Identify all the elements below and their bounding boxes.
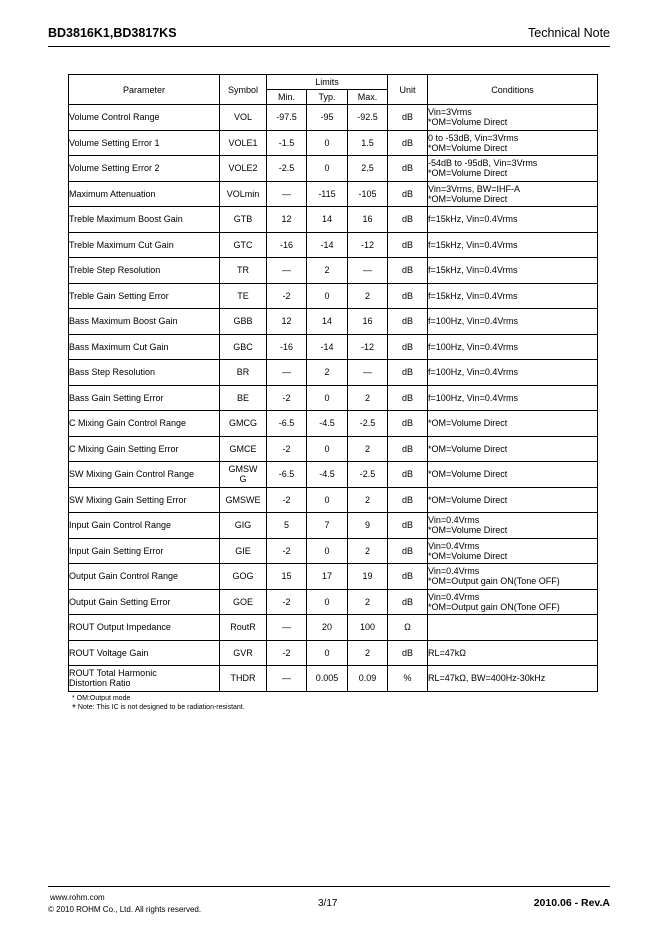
cell-symbol: VOLE1 bbox=[220, 130, 267, 156]
cell-max: -12 bbox=[348, 334, 388, 360]
cell-min: -6.5 bbox=[267, 411, 307, 437]
cell-typ: 20 bbox=[307, 615, 348, 641]
cell-typ: 17 bbox=[307, 564, 348, 590]
cell-parameter: ROUT Total Harmonic Distortion Ratio bbox=[69, 666, 220, 692]
electrical-characteristics-table bbox=[68, 74, 598, 692]
cell-min: -2 bbox=[267, 538, 307, 564]
table-row bbox=[69, 258, 598, 284]
table-row bbox=[69, 487, 598, 513]
cell-typ: 0 bbox=[307, 283, 348, 309]
cell-symbol: BE bbox=[220, 385, 267, 411]
cell-unit: dB bbox=[388, 436, 428, 462]
table-row bbox=[69, 411, 598, 437]
cell-parameter: Treble Step Resolution bbox=[69, 258, 220, 284]
cell-parameter: Output Gain Setting Error bbox=[69, 589, 220, 615]
cell-conditions: f=15kHz, Vin=0.4Vrms bbox=[428, 283, 598, 309]
cell-min: -2 bbox=[267, 589, 307, 615]
cell-conditions: f=100Hz, Vin=0.4Vrms bbox=[428, 309, 598, 335]
cell-symbol: GMCE bbox=[220, 436, 267, 462]
cell-min: -97.5 bbox=[267, 105, 307, 131]
table-row bbox=[69, 666, 598, 692]
table-row bbox=[69, 462, 598, 488]
cell-conditions: Vin=3Vrms, BW=IHF-A *OM=Volume Direct bbox=[428, 181, 598, 207]
cell-max: 2 bbox=[348, 436, 388, 462]
cell-typ: -95 bbox=[307, 105, 348, 131]
table-row bbox=[69, 360, 598, 386]
header-limits: Limits bbox=[267, 75, 388, 90]
table-row bbox=[69, 156, 598, 182]
cell-unit: dB bbox=[388, 258, 428, 284]
cell-symbol: GIE bbox=[220, 538, 267, 564]
cell-max: 9 bbox=[348, 513, 388, 539]
cell-typ: 0 bbox=[307, 640, 348, 666]
cell-min: 15 bbox=[267, 564, 307, 590]
cell-symbol: THDR bbox=[220, 666, 267, 692]
cell-max: -12 bbox=[348, 232, 388, 258]
cell-typ: 14 bbox=[307, 207, 348, 233]
cell-conditions: f=100Hz, Vin=0.4Vrms bbox=[428, 385, 598, 411]
cell-typ: 0 bbox=[307, 385, 348, 411]
footer-copyright: © 2010 ROHM Co., Ltd. All rights reserved. bbox=[48, 905, 202, 914]
footer-divider bbox=[48, 886, 610, 887]
cell-conditions: f=15kHz, Vin=0.4Vrms bbox=[428, 207, 598, 233]
cell-conditions: f=100Hz, Vin=0.4Vrms bbox=[428, 334, 598, 360]
cell-max: 2 bbox=[348, 385, 388, 411]
cell-typ: 0 bbox=[307, 538, 348, 564]
table-row bbox=[69, 232, 598, 258]
cell-parameter: Bass Step Resolution bbox=[69, 360, 220, 386]
table-row bbox=[69, 615, 598, 641]
cell-parameter: Bass Maximum Boost Gain bbox=[69, 309, 220, 335]
cell-min: — bbox=[267, 360, 307, 386]
cell-conditions: f=100Hz, Vin=0.4Vrms bbox=[428, 360, 598, 386]
cell-symbol: GMSWE bbox=[220, 487, 267, 513]
cell-symbol: GOE bbox=[220, 589, 267, 615]
table-body bbox=[69, 105, 598, 692]
cell-parameter: Volume Setting Error 2 bbox=[69, 156, 220, 182]
cell-min: -2 bbox=[267, 487, 307, 513]
cell-unit: dB bbox=[388, 411, 428, 437]
table-row bbox=[69, 640, 598, 666]
cell-parameter: SW Mixing Gain Control Range bbox=[69, 462, 220, 488]
cell-unit: dB bbox=[388, 156, 428, 182]
cell-symbol: GOG bbox=[220, 564, 267, 590]
cell-symbol: GTB bbox=[220, 207, 267, 233]
cell-max: -105 bbox=[348, 181, 388, 207]
table-row bbox=[69, 283, 598, 309]
cell-symbol: TE bbox=[220, 283, 267, 309]
table-row bbox=[69, 538, 598, 564]
cell-conditions: 0 to -53dB, Vin=3Vrms *OM=Volume Direct bbox=[428, 130, 598, 156]
note-asterisk: * bbox=[72, 703, 76, 714]
table-row bbox=[69, 589, 598, 615]
cell-max: 2 bbox=[348, 589, 388, 615]
cell-conditions: *OM=Volume Direct bbox=[428, 411, 598, 437]
cell-typ: 14 bbox=[307, 309, 348, 335]
cell-max: 100 bbox=[348, 615, 388, 641]
cell-unit: dB bbox=[388, 487, 428, 513]
cell-typ: 0.005 bbox=[307, 666, 348, 692]
footer-url[interactable]: www.rohm.com bbox=[50, 893, 105, 902]
header-parameter: Parameter bbox=[69, 75, 220, 105]
cell-min: — bbox=[267, 258, 307, 284]
table-row bbox=[69, 105, 598, 131]
cell-parameter: Input Gain Setting Error bbox=[69, 538, 220, 564]
cell-min: 12 bbox=[267, 309, 307, 335]
cell-max: — bbox=[348, 258, 388, 284]
cell-min: -2 bbox=[267, 436, 307, 462]
cell-conditions: RL=47kΩ, BW=400Hz-30kHz bbox=[428, 666, 598, 692]
cell-max: 1.5 bbox=[348, 130, 388, 156]
cell-unit: dB bbox=[388, 385, 428, 411]
cell-symbol: TR bbox=[220, 258, 267, 284]
cell-typ: 2 bbox=[307, 360, 348, 386]
header-symbol: Symbol bbox=[220, 75, 267, 105]
cell-min: 12 bbox=[267, 207, 307, 233]
cell-symbol: VOLmin bbox=[220, 181, 267, 207]
cell-max: 2.5 bbox=[348, 156, 388, 182]
cell-typ: 0 bbox=[307, 156, 348, 182]
cell-typ: 0 bbox=[307, 589, 348, 615]
cell-typ: -115 bbox=[307, 181, 348, 207]
table-row bbox=[69, 513, 598, 539]
cell-parameter: Output Gain Control Range bbox=[69, 564, 220, 590]
cell-parameter: Treble Gain Setting Error bbox=[69, 283, 220, 309]
cell-typ: 0 bbox=[307, 436, 348, 462]
cell-parameter: ROUT Voltage Gain bbox=[69, 640, 220, 666]
cell-min: — bbox=[267, 181, 307, 207]
cell-conditions: f=15kHz, Vin=0.4Vrms bbox=[428, 232, 598, 258]
cell-typ: -14 bbox=[307, 232, 348, 258]
cell-unit: dB bbox=[388, 589, 428, 615]
cell-unit: dB bbox=[388, 130, 428, 156]
cell-min: — bbox=[267, 615, 307, 641]
cell-parameter: C Mixing Gain Control Range bbox=[69, 411, 220, 437]
cell-parameter: ROUT Output Impedance bbox=[69, 615, 220, 641]
cell-max: 2 bbox=[348, 640, 388, 666]
cell-symbol: VOLE2 bbox=[220, 156, 267, 182]
cell-unit: dB bbox=[388, 462, 428, 488]
cell-min: -2.5 bbox=[267, 156, 307, 182]
cell-symbol: BR bbox=[220, 360, 267, 386]
cell-parameter: Volume Setting Error 1 bbox=[69, 130, 220, 156]
cell-max: 19 bbox=[348, 564, 388, 590]
cell-typ: 0 bbox=[307, 130, 348, 156]
cell-symbol: GMSW G bbox=[220, 462, 267, 488]
table-row bbox=[69, 181, 598, 207]
cell-typ: -14 bbox=[307, 334, 348, 360]
cell-max: — bbox=[348, 360, 388, 386]
header-conditions: Conditions bbox=[428, 75, 598, 105]
cell-max: 16 bbox=[348, 207, 388, 233]
cell-symbol: RoutR bbox=[220, 615, 267, 641]
cell-symbol: GIG bbox=[220, 513, 267, 539]
cell-unit: dB bbox=[388, 232, 428, 258]
cell-min: -2 bbox=[267, 640, 307, 666]
cell-symbol: GTC bbox=[220, 232, 267, 258]
cell-min: -6.5 bbox=[267, 462, 307, 488]
cell-unit: dB bbox=[388, 309, 428, 335]
cell-unit: dB bbox=[388, 513, 428, 539]
table-row bbox=[69, 130, 598, 156]
cell-parameter: Maximum Attenuation bbox=[69, 181, 220, 207]
table-row bbox=[69, 564, 598, 590]
cell-conditions: *OM=Volume Direct bbox=[428, 436, 598, 462]
cell-unit: dB bbox=[388, 207, 428, 233]
cell-max: 2 bbox=[348, 538, 388, 564]
cell-parameter: C Mixing Gain Setting Error bbox=[69, 436, 220, 462]
table-row bbox=[69, 207, 598, 233]
cell-min: -16 bbox=[267, 232, 307, 258]
document-model: BD3816K1,BD3817KS bbox=[48, 26, 177, 40]
cell-parameter: Volume Control Range bbox=[69, 105, 220, 131]
cell-conditions: Vin=0.4Vrms *OM=Output gain ON(Tone OFF) bbox=[428, 589, 598, 615]
cell-max: -92.5 bbox=[348, 105, 388, 131]
cell-symbol: GBB bbox=[220, 309, 267, 335]
cell-max: 2 bbox=[348, 487, 388, 513]
cell-min: — bbox=[267, 666, 307, 692]
cell-conditions: f=15kHz, Vin=0.4Vrms bbox=[428, 258, 598, 284]
table-row bbox=[69, 334, 598, 360]
cell-min: -16 bbox=[267, 334, 307, 360]
cell-typ: 7 bbox=[307, 513, 348, 539]
note-radiation: Note: This IC is not designed to be radiation-resistant. bbox=[77, 704, 245, 711]
cell-parameter: Bass Gain Setting Error bbox=[69, 385, 220, 411]
cell-conditions: Vin=0.4Vrms *OM=Volume Direct bbox=[428, 538, 598, 564]
cell-parameter: Treble Maximum Boost Gain bbox=[69, 207, 220, 233]
cell-symbol: VOL bbox=[220, 105, 267, 131]
cell-min: -2 bbox=[267, 283, 307, 309]
cell-parameter: Treble Maximum Cut Gain bbox=[69, 232, 220, 258]
cell-max: 0.09 bbox=[348, 666, 388, 692]
cell-typ: 2 bbox=[307, 258, 348, 284]
table-row bbox=[69, 385, 598, 411]
cell-conditions: *OM=Volume Direct bbox=[428, 462, 598, 488]
cell-unit: Ω bbox=[388, 615, 428, 641]
cell-unit: dB bbox=[388, 564, 428, 590]
cell-symbol: GMCG bbox=[220, 411, 267, 437]
cell-unit: dB bbox=[388, 538, 428, 564]
cell-conditions: *OM=Volume Direct bbox=[428, 487, 598, 513]
cell-typ: 0 bbox=[307, 487, 348, 513]
cell-max: -2.5 bbox=[348, 462, 388, 488]
header-unit: Unit bbox=[388, 75, 428, 105]
cell-unit: dB bbox=[388, 640, 428, 666]
cell-min: -2 bbox=[267, 385, 307, 411]
cell-max: 16 bbox=[348, 309, 388, 335]
cell-unit: dB bbox=[388, 334, 428, 360]
cell-typ: -4.5 bbox=[307, 411, 348, 437]
cell-conditions: Vin=0.4Vrms *OM=Output gain ON(Tone OFF) bbox=[428, 564, 598, 590]
cell-unit: dB bbox=[388, 181, 428, 207]
revision-label: 2010.06 - Rev.A bbox=[533, 897, 610, 909]
cell-unit: % bbox=[388, 666, 428, 692]
table-row bbox=[69, 309, 598, 335]
table-row bbox=[69, 436, 598, 462]
header-typ: Typ. bbox=[307, 90, 348, 105]
cell-conditions: Vin=3Vrms *OM=Volume Direct bbox=[428, 105, 598, 131]
cell-symbol: GVR bbox=[220, 640, 267, 666]
note-output-mode: * OM:Output mode bbox=[72, 695, 131, 702]
document-type: Technical Note bbox=[528, 26, 610, 40]
page-number: 3/17 bbox=[318, 898, 338, 909]
cell-max: -2.5 bbox=[348, 411, 388, 437]
note-radiation-line bbox=[72, 703, 245, 713]
header-min: Min. bbox=[267, 90, 307, 105]
header-max: Max. bbox=[348, 90, 388, 105]
cell-parameter: SW Mixing Gain Setting Error bbox=[69, 487, 220, 513]
cell-parameter: Input Gain Control Range bbox=[69, 513, 220, 539]
cell-min: -1.5 bbox=[267, 130, 307, 156]
table-notes bbox=[72, 694, 245, 713]
cell-typ: -4.5 bbox=[307, 462, 348, 488]
cell-unit: dB bbox=[388, 283, 428, 309]
cell-conditions bbox=[428, 615, 598, 641]
cell-max: 2 bbox=[348, 283, 388, 309]
cell-symbol: GBC bbox=[220, 334, 267, 360]
cell-conditions: -54dB to -95dB, Vin=3Vrms *OM=Volume Direct bbox=[428, 156, 598, 182]
cell-parameter: Bass Maximum Cut Gain bbox=[69, 334, 220, 360]
cell-unit: dB bbox=[388, 105, 428, 131]
cell-conditions: RL=47kΩ bbox=[428, 640, 598, 666]
cell-conditions: Vin=0.4Vrms *OM=Volume Direct bbox=[428, 513, 598, 539]
cell-min: 5 bbox=[267, 513, 307, 539]
cell-unit: dB bbox=[388, 360, 428, 386]
header-divider bbox=[48, 46, 610, 47]
